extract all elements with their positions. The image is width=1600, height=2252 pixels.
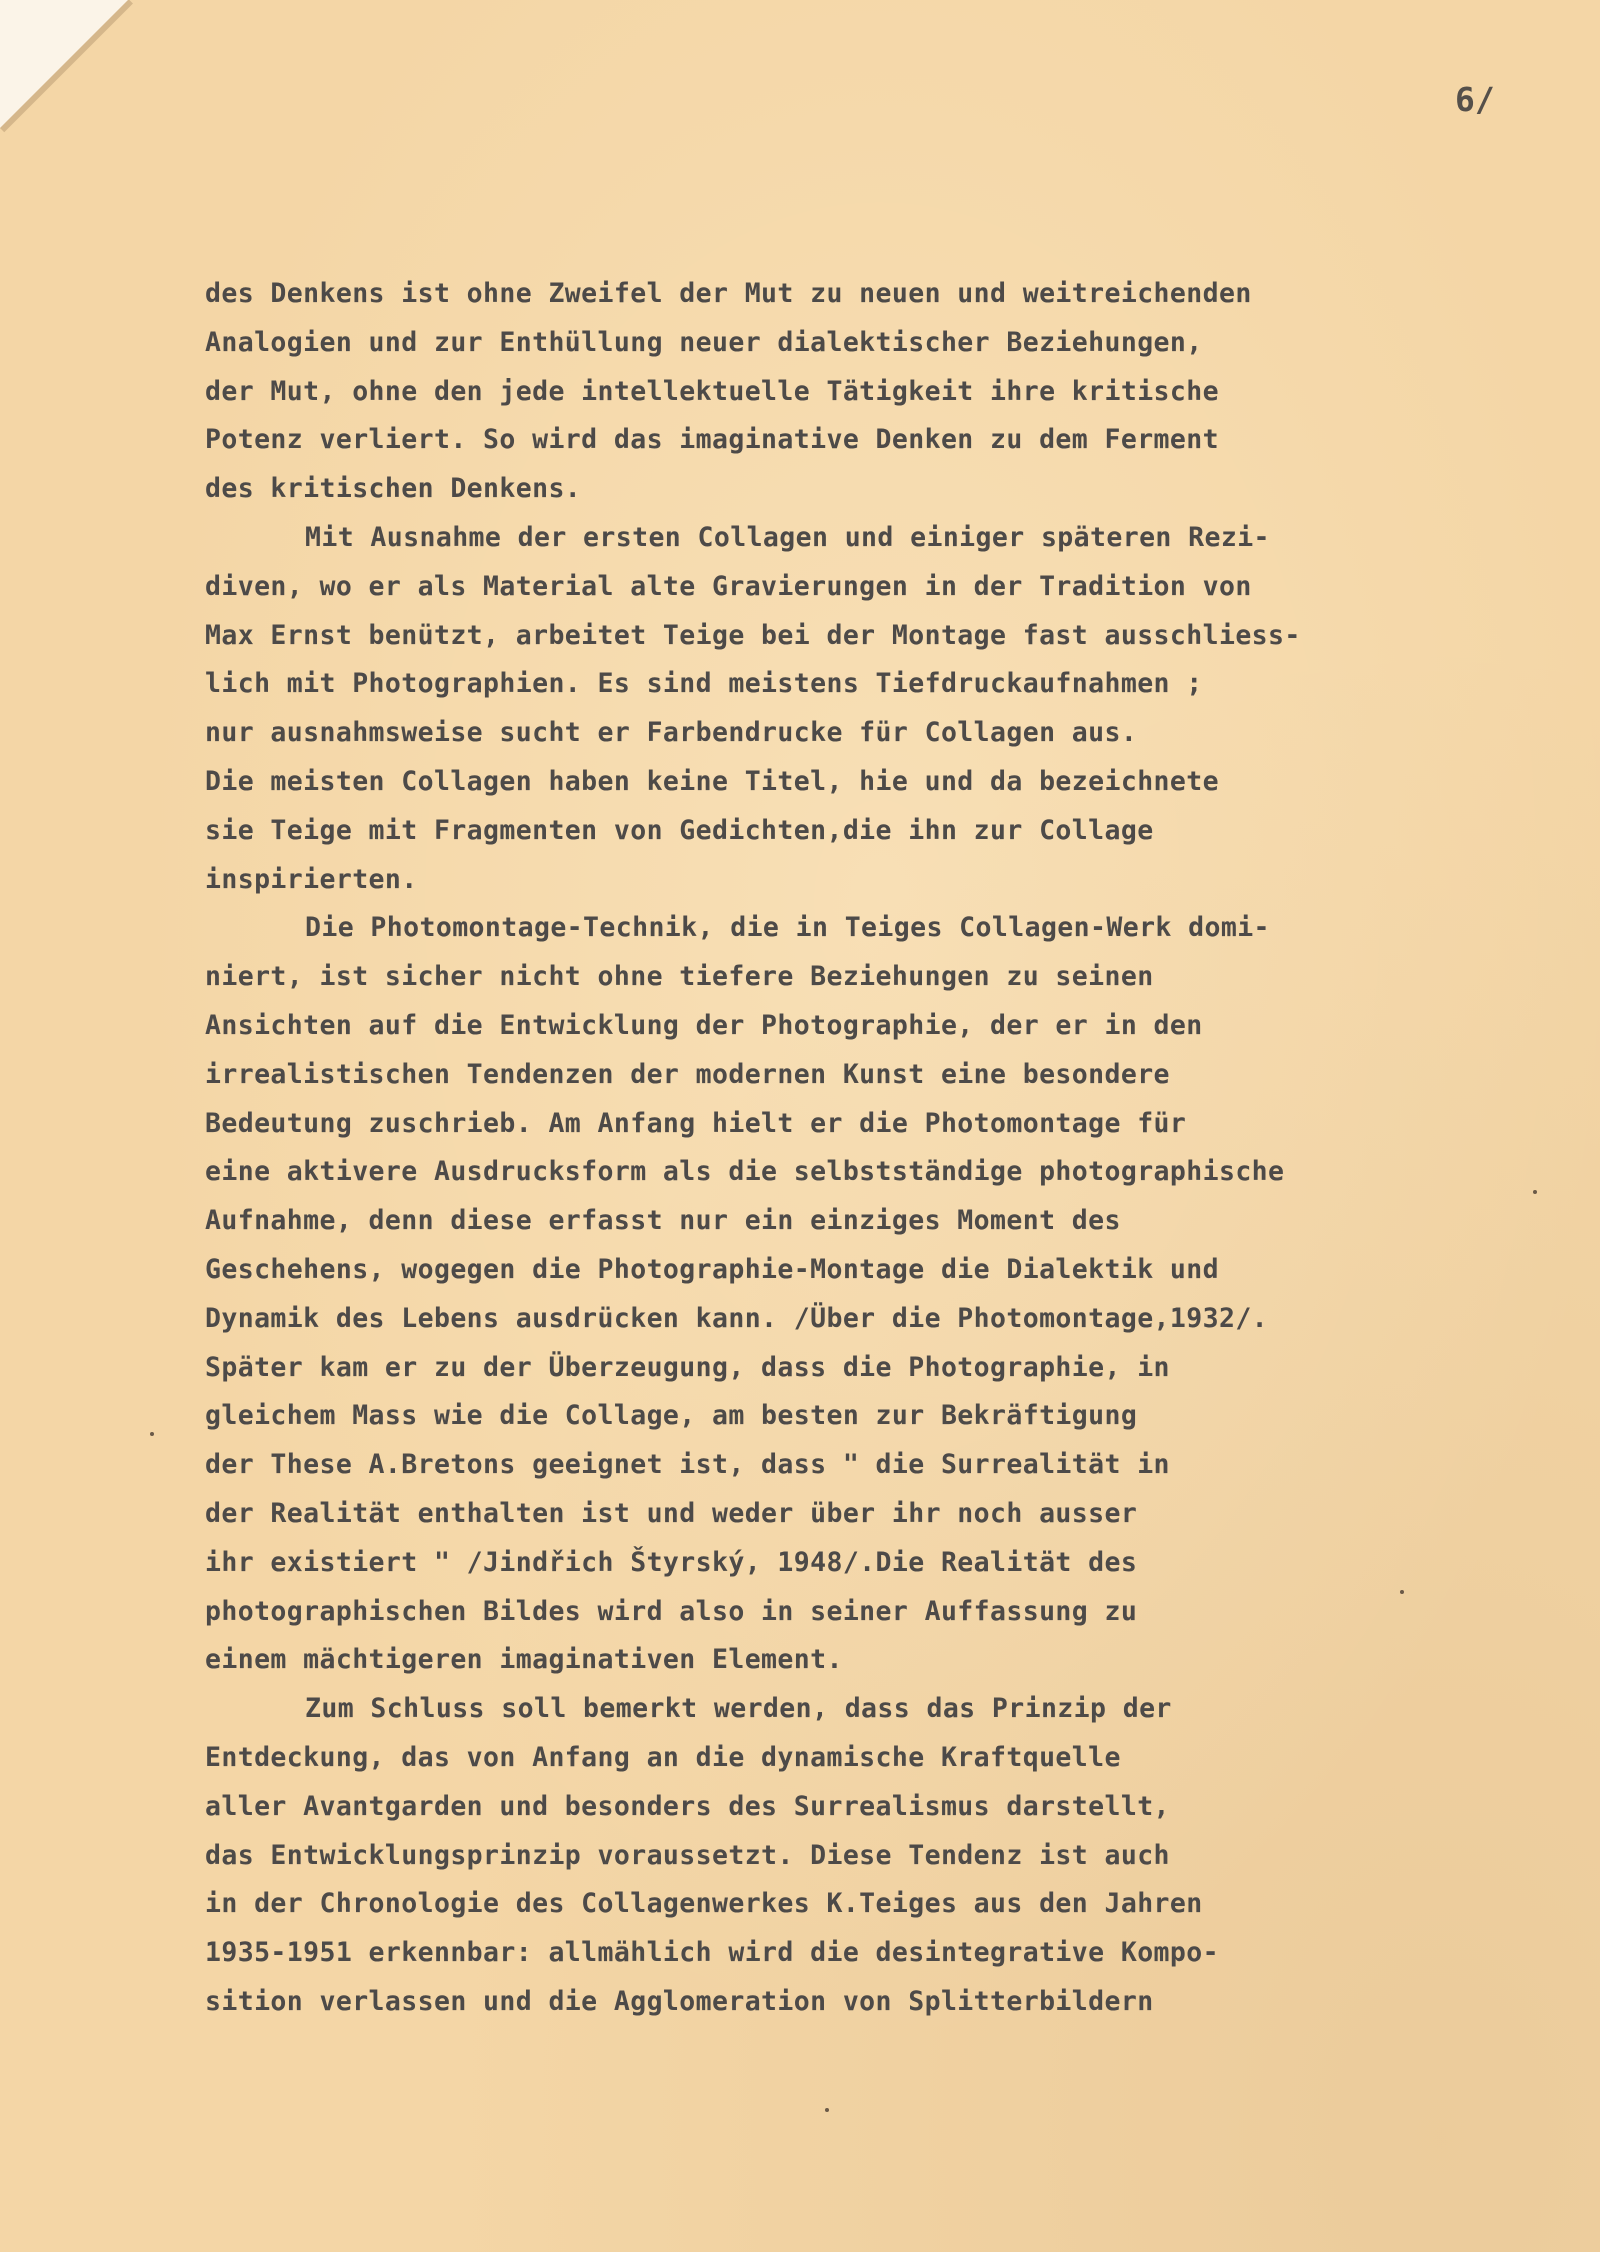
paper-speck bbox=[825, 2108, 829, 2112]
text-line: 1935-1951 erkennbar: allmählich wird die desintegrative Kompo- bbox=[205, 1937, 1219, 1969]
text-line: aller Avantgarden und besonders des Surrealismus darstellt, bbox=[205, 1790, 1170, 1822]
text-line: sie Teige mit Fragmenten von Gedichten,die ihn zur Collage bbox=[205, 814, 1154, 846]
text-line: Potenz verliert. So wird das imaginative Denken zu dem Ferment bbox=[205, 424, 1219, 456]
text-line: Zum Schluss soll bemerkt werden, dass das Prinzip der bbox=[305, 1693, 1172, 1725]
text-line: eine aktivere Ausdrucksform als die selbstständige photographische bbox=[205, 1156, 1285, 1188]
text-line: Ansichten auf die Entwicklung der Photographie, der er in den bbox=[205, 1009, 1203, 1041]
paper-speck bbox=[1533, 1190, 1537, 1194]
text-line: Aufnahme, denn diese erfasst nur ein einziges Moment des bbox=[205, 1205, 1121, 1237]
text-line: des kritischen Denkens. bbox=[205, 473, 582, 505]
text-line: niert, ist sicher nicht ohne tiefere Beziehungen zu seinen bbox=[205, 961, 1154, 993]
text-line: Entdeckung, das von Anfang an die dynamische Kraftquelle bbox=[205, 1741, 1121, 1773]
text-line: ihr existiert " /Jindřich Štyrský, 1948/.Die Realität des bbox=[205, 1546, 1138, 1578]
text-line: sition verlassen und die Agglomeration von Splitterbildern bbox=[205, 1985, 1154, 2017]
text-line: Später kam er zu der Überzeugung, dass die Photographie, in bbox=[205, 1351, 1170, 1383]
text-line: Analogien und zur Enthüllung neuer dialektischer Beziehungen, bbox=[205, 326, 1203, 358]
text-line: Geschehens, wogegen die Photographie-Montage die Dialektik und bbox=[205, 1253, 1219, 1285]
text-line: der Mut, ohne den jede intellektuelle Tätigkeit ihre kritische bbox=[205, 375, 1219, 407]
text-line: Max Ernst benützt, arbeitet Teige bei der Montage fast ausschliess- bbox=[205, 619, 1301, 651]
paper-speck bbox=[150, 1432, 154, 1436]
text-line: gleichem Mass wie die Collage, am besten zur Bekräftigung bbox=[205, 1400, 1138, 1432]
paper-speck bbox=[1400, 1590, 1404, 1594]
text-line: einem mächtigeren imaginativen Element. bbox=[205, 1644, 843, 1676]
text-line: inspirierten. bbox=[205, 863, 418, 895]
text-line: Die Photomontage-Technik, die in Teiges Collagen-Werk domi- bbox=[305, 912, 1270, 944]
text-line: Dynamik des Lebens ausdrücken kann. /Über die Photomontage,1932/. bbox=[205, 1302, 1269, 1334]
text-line: der Realität enthalten ist und weder über ihr noch ausser bbox=[205, 1497, 1138, 1529]
text-line: Die meisten Collagen haben keine Titel, hie und da bezeichnete bbox=[205, 765, 1219, 797]
text-line: photographischen Bildes wird also in seiner Auffassung zu bbox=[205, 1595, 1138, 1627]
text-line: lich mit Photographien. Es sind meistens Tiefdruckaufnahmen ; bbox=[205, 668, 1203, 700]
text-line: nur ausnahmsweise sucht er Farbendrucke für Collagen aus. bbox=[205, 717, 1138, 749]
text-line: der These A.Bretons geeignet ist, dass " die Surrealität in bbox=[205, 1449, 1170, 1481]
text-line: Bedeutung zuschrieb. Am Anfang hielt er die Photomontage für bbox=[205, 1107, 1187, 1139]
text-line: in der Chronologie des Collagenwerkes K.Teiges aus den Jahren bbox=[205, 1888, 1203, 1920]
text-line: diven, wo er als Material alte Gravierungen in der Tradition von bbox=[205, 570, 1252, 602]
page-number: 6/ bbox=[1455, 80, 1495, 119]
body-text bbox=[205, 270, 1575, 2027]
text-line: irrealistischen Tendenzen der modernen Kunst eine besondere bbox=[205, 1058, 1170, 1090]
text-line: das Entwicklungsprinzip voraussetzt. Diese Tendenz ist auch bbox=[205, 1839, 1170, 1871]
text-line: des Denkens ist ohne Zweifel der Mut zu neuen und weitreichenden bbox=[205, 278, 1252, 309]
text-line: Mit Ausnahme der ersten Collagen und einiger späteren Rezi- bbox=[305, 521, 1270, 553]
